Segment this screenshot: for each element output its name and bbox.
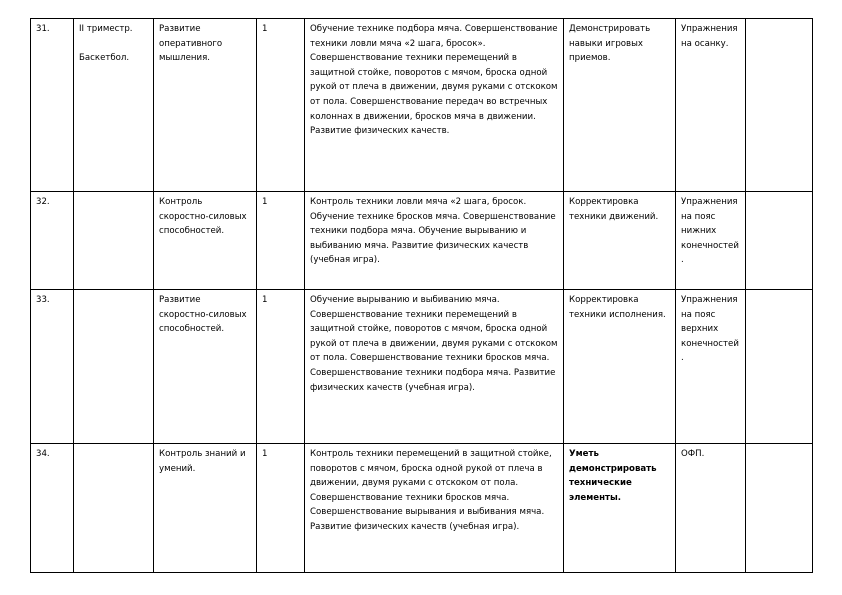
lesson-content: Обучение вырыванию и выбиванию мяча. Совершенствование техники перемещений в защитной стойке, поворотов с мячом, броска одной рукой от плеча в движении, двумя руками с отскоком от пола. Совершенствование техники бросков мяча. Совершенствование техники подбора мяча. Развитие физических качеств (учебная игра). [305,290,564,444]
requirements: Уметь демонстрировать технические элементы. [564,444,676,573]
lesson-content: Контроль техники перемещений в защитной стойке, поворотов с мячом, броска одной рукой от плеча в движении, двумя руками с отскоком от пола. Совершенствование техники бросков мяча. Совершенствование вырывания и выбивания мяча. Развитие физических качеств (учебная игра). [305,444,564,573]
homework: Упражнения на пояс верхних конечностей. [676,290,746,444]
lesson-number: 31. [31,19,74,192]
hours: 1 [257,192,305,290]
hours: 1 [257,290,305,444]
trimester: II триместр. [79,24,133,34]
requirements: Корректировка техники движений. [564,192,676,290]
lesson-content: Контроль техники ловли мяча «2 шага, бросок. Обучение технике бросков мяча. Совершенствование техники подбора мяча. Обучение вырыванию и выбиванию мяча. Развитие физических качеств (учебная игра). [305,192,564,290]
homework: Упражнения на осанку. [676,19,746,192]
table-row [31,192,813,290]
lesson-number: 32. [31,192,74,290]
trimester-cell [74,19,154,192]
homework: Упражнения на пояс нижних конечностей. [676,192,746,290]
lesson-number: 34. [31,444,74,573]
trimester-cell [74,192,154,290]
lesson-topic: Контроль скоростно-силовых способностей. [154,192,257,290]
hours: 1 [257,19,305,192]
trimester-cell [74,290,154,444]
lesson-topic: Развитие оперативного мышления. [154,19,257,192]
table-row [31,19,813,192]
date-cell [746,290,813,444]
date-cell [746,444,813,573]
date-cell [746,19,813,192]
lesson-plan-table [30,18,813,573]
trimester-cell [74,444,154,573]
requirements: Корректировка техники исполнения. [564,290,676,444]
table-row [31,444,813,573]
lesson-number: 33. [31,290,74,444]
table-row [31,290,813,444]
lesson-topic: Развитие скоростно-силовых способностей. [154,290,257,444]
requirements: Демонстрировать навыки игровых приемов. [564,19,676,192]
lesson-topic: Контроль знаний и умений. [154,444,257,573]
lesson-content: Обучение технике подбора мяча. Совершенствование техники ловли мяча «2 шага, бросок». Совершенствование техники перемещений в защитной стойке, поворотов с мячом, броска одной рукой от плеча в движении, двумя руками с отскоком от пола. Совершенствование передач во встречных колоннах в движении, бросков мяча в движении. Развитие физических качеств. [305,19,564,192]
homework: ОФП. [676,444,746,573]
hours: 1 [257,444,305,573]
sport-section: Баскетбол. [79,52,130,63]
date-cell [746,192,813,290]
